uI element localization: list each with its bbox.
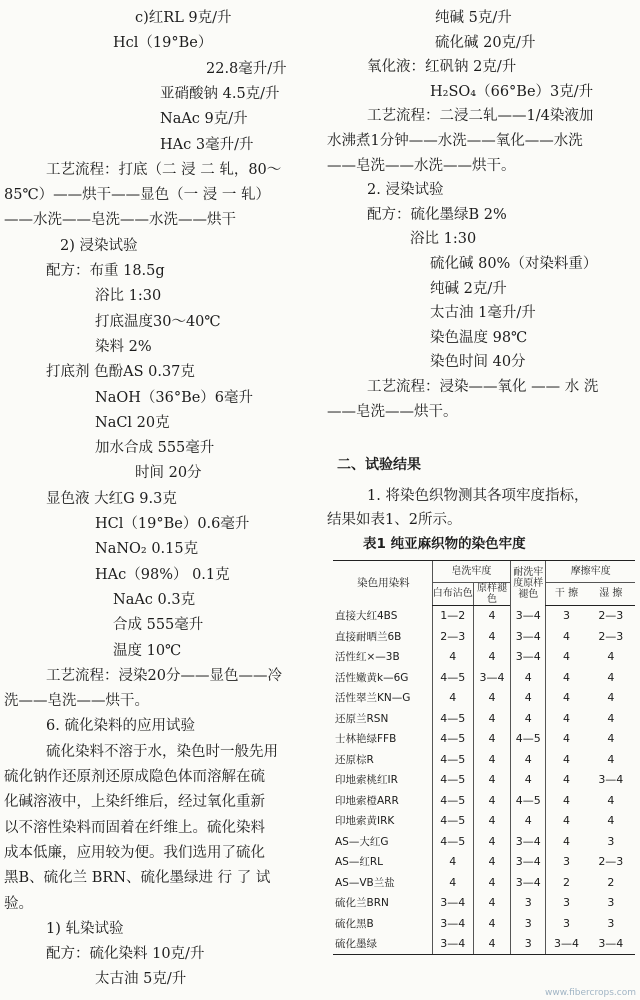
table-cell-value: 3—4 — [432, 934, 473, 955]
right-text-line: 工艺流程：浸染——氧化 —— 水 洗 — [367, 379, 599, 395]
left-text-line: NaAc 0.3克 — [113, 591, 196, 608]
table-cell-value: 3—4 — [511, 852, 546, 873]
left-text-line: 亚硝酸钠 4.5克/升 — [160, 85, 280, 102]
left-text-line: 配方：硫化染料 10克/升 — [46, 946, 205, 963]
table-cell-value: 3—4 — [473, 667, 510, 688]
table-cell-dye: 硫化黑B — [335, 917, 374, 930]
table-cell-value: 4 — [546, 708, 587, 729]
table-cell-value: 4 — [607, 752, 615, 766]
left-text-line: 浴比 1:30 — [95, 288, 162, 305]
table-cell-value: 4 — [607, 793, 615, 807]
table-cell-value: 4 — [607, 650, 615, 664]
table-cell-value: 4 — [473, 626, 510, 647]
table-row — [333, 667, 635, 688]
table-cell-value: 4 — [473, 708, 510, 729]
right-text-line: 浴比 1:30 — [410, 231, 477, 248]
table-cell-value: 4 — [432, 872, 473, 893]
table-cell-value: 1—2 — [432, 605, 473, 626]
site-watermark: www.fibercrops.com — [545, 988, 636, 998]
table-cell-dye: 硫化墨绿 — [333, 934, 432, 955]
right-text-line: 染色温度 98℃ — [430, 329, 528, 346]
left-text-line: 打底温度30～40℃ — [95, 313, 221, 330]
left-text-line: HAc 3毫升/升 — [160, 136, 254, 153]
table-header-soap-stain: 白布沾色 — [432, 582, 473, 605]
table-cell-value: 4 — [546, 749, 587, 770]
table-header-rub: 摩擦牢度 — [546, 561, 635, 583]
table-row — [333, 913, 635, 934]
left-text-line: 85℃）——烘干——显色（一 浸 一 轧） — [4, 187, 270, 204]
table-cell-value: 3 — [546, 852, 587, 873]
left-text-line: NaAc 9克/升 — [160, 111, 248, 128]
table-cell-value: 3—4 — [598, 773, 624, 787]
table-cell-value: 4 — [511, 688, 546, 709]
table-row — [333, 852, 635, 873]
fastness-table — [333, 560, 635, 955]
table-cell-value: 3—4 — [546, 934, 587, 955]
left-text-line: 显色液 大红G 9.3克 — [46, 490, 177, 507]
left-text-line: ——水洗——皂洗——水洗——烘干 — [4, 212, 236, 229]
table-cell-value: 3—4 — [511, 605, 546, 626]
table-cell-value: 4 — [546, 626, 587, 647]
table-cell-value: 2 — [607, 875, 615, 889]
table-cell-value: 4—5 — [432, 811, 473, 832]
table-cell-value: 4—5 — [432, 770, 473, 791]
left-text-line: NaNO₂ 0.15克 — [95, 541, 199, 558]
table-cell-value: 3 — [607, 896, 615, 910]
left-text-line: Hcl（19°Be） — [113, 35, 213, 52]
table-cell-dye: AS—大红G — [335, 835, 389, 848]
table-cell-value: 4—5 — [432, 831, 473, 852]
table-cell-dye: 还原棕R — [335, 753, 374, 766]
table-row — [333, 729, 635, 750]
table-row — [333, 790, 635, 811]
left-text-line: HAc（98%） 0.1克 — [95, 566, 230, 583]
table-cell-value: 4 — [607, 691, 615, 705]
table-row — [333, 893, 635, 914]
table-cell-value: 4 — [607, 670, 615, 684]
table-row — [333, 872, 635, 893]
left-text-line: 加水合成 555毫升 — [95, 440, 215, 457]
table-row — [333, 749, 635, 770]
table-cell-value: 3 — [511, 913, 546, 934]
table-cell-dye: 活性翠兰KN—G — [335, 692, 411, 705]
left-text-line: NaOH（36°Be）6毫升 — [95, 389, 254, 406]
table-row — [333, 811, 635, 832]
table-cell-dye: 士林艳绿FFB — [335, 733, 397, 746]
right-text-line: 氧化液：红矾钠 2克/升 — [367, 59, 517, 76]
table-cell-value: 3—4 — [432, 913, 473, 934]
table-cell-value: 4 — [473, 729, 510, 750]
table-cell-value: 4 — [473, 790, 510, 811]
table-row — [333, 770, 635, 791]
table-cell-value: 4—5 — [432, 749, 473, 770]
table-cell-value: 4 — [473, 811, 510, 832]
table-cell-value: 4 — [473, 749, 510, 770]
table-cell-value: 4 — [473, 934, 510, 955]
table-cell-value: 4 — [511, 708, 546, 729]
left-text-line: 合成 555毫升 — [113, 617, 204, 634]
right-text-line: 太古油 1毫升/升 — [430, 305, 536, 322]
right-text-line: ——皂洗——烘干。 — [327, 403, 458, 420]
table-cell-value: 4 — [511, 667, 546, 688]
table-row — [333, 626, 635, 647]
left-text-line: 22.8毫升/升 — [206, 60, 287, 77]
left-text-line: 黑B、硫化兰 BRN、硫化墨绿进 行 了 试 — [4, 870, 271, 887]
table-cell-value: 2—3 — [432, 626, 473, 647]
table-row — [333, 708, 635, 729]
table-cell-dye: AS—VB兰盐 — [335, 876, 395, 889]
right-text-line: 工艺流程：二浸二轧——1/4染液加 — [367, 108, 594, 125]
right-text-line: 纯碱 5克/升 — [435, 10, 512, 26]
table-row — [333, 605, 635, 626]
table-cell-value: 3 — [511, 893, 546, 914]
table-cell-value: 2—3 — [598, 629, 624, 643]
left-text-line: 1) 轧染试验 — [46, 920, 124, 937]
table-cell-value: 3 — [607, 834, 615, 848]
table-cell-value: 4 — [473, 913, 510, 934]
table-cell-dye: 印地索橙ARR — [335, 794, 399, 807]
results-intro-line-1: 1. 将染色织物测其各项牢度指标， — [367, 488, 589, 504]
table-cell-dye: 直接大红4BS — [335, 610, 398, 622]
table-header-rub-wet: 湿 擦 — [587, 582, 635, 605]
table-header-dye: 染色用染料 — [333, 561, 432, 606]
table-cell-value: 4—5 — [511, 729, 546, 750]
table-header-wash: 耐洗牢度原样褪色 — [511, 561, 546, 606]
table-cell-value: 4 — [473, 605, 510, 626]
table-cell-value: 3 — [511, 934, 546, 955]
table-row — [333, 688, 635, 709]
left-text-line: 2) 浸染试验 — [60, 237, 138, 254]
left-text-line: 验。 — [4, 895, 33, 912]
table-cell-dye: 活性嫩黄k—6G — [335, 671, 409, 684]
table-cell-value: 4—5 — [511, 790, 546, 811]
left-text-line: 染料 2% — [95, 338, 152, 355]
table-cell-dye: 活性红×—3B — [335, 651, 400, 664]
table-cell-value: 3—4 — [511, 872, 546, 893]
right-text-line: ——皂洗——水洗——烘干。 — [327, 157, 516, 174]
table-cell-value: 4 — [607, 732, 615, 746]
left-text-line: 成本低廉，应用较为便。我们选用了硫化 — [4, 844, 265, 861]
table-cell-value: 4 — [511, 770, 546, 791]
table-cell-value: 4 — [432, 852, 473, 873]
table-cell-value: 4—5 — [432, 790, 473, 811]
table-cell-dye: AS—红RL — [335, 856, 383, 869]
left-text-line: 以不溶性染料而固着在纤维上。硫化染料 — [4, 819, 265, 836]
table-cell-value: 3 — [546, 913, 587, 934]
left-text-line: 洗——皂洗——烘干。 — [4, 693, 149, 710]
table-cell-dye: 还原兰RSN — [335, 712, 389, 725]
left-text-line: 温度 10℃ — [113, 642, 182, 659]
left-text-line: 太古油 5克/升 — [95, 971, 187, 988]
left-column — [0, 0, 318, 1000]
table-cell-value: 4 — [432, 647, 473, 668]
table-cell-value: 3—4 — [511, 647, 546, 668]
table-cell-value: 3—4 — [511, 831, 546, 852]
table-cell-value: 2 — [546, 872, 587, 893]
table-row — [333, 934, 635, 955]
left-text-line: 工艺流程：浸染20分——显色——冷 — [46, 667, 282, 684]
table-cell-value: 4—5 — [432, 729, 473, 750]
left-text-line: 化碱溶液中，上染纤维后，经过氧化重新 — [4, 794, 265, 811]
right-text-line: H₂SO₄（66°Be）3克/升 — [430, 83, 594, 100]
right-text-line: 染色时间 40分 — [430, 354, 526, 371]
table-cell-value: 3—4 — [432, 893, 473, 914]
table-cell-dye: 印地索黄IRK — [335, 815, 395, 828]
table-cell-value: 2—3 — [598, 609, 624, 623]
right-column — [325, 0, 640, 1000]
table-cell-value: 4 — [511, 811, 546, 832]
table-cell-value: 3—4 — [587, 934, 635, 955]
right-text-line: 硫化碱 80%（对染料重） — [430, 256, 598, 272]
table-cell-value: 4 — [546, 811, 587, 832]
table-row — [333, 647, 635, 668]
table-header-soap-fade: 原样褪色 — [473, 582, 510, 605]
table-row — [333, 831, 635, 852]
table-caption: 表1 纯亚麻织物的染色牢度 — [363, 536, 526, 552]
table-cell-value: 3 — [607, 916, 615, 930]
table-cell-dye: 直接耐晒兰6B — [335, 630, 402, 643]
left-text-line: 时间 20分 — [135, 465, 202, 482]
left-text-line: c)红RL 9克/升 — [135, 10, 232, 26]
table-cell-value: 4 — [607, 814, 615, 828]
table-cell-value: 2—3 — [598, 855, 624, 869]
table-cell-value: 4 — [473, 647, 510, 668]
table-cell-value: 4 — [546, 770, 587, 791]
table-cell-value: 4 — [546, 667, 587, 688]
table-cell-value: 4 — [473, 688, 510, 709]
table-cell-value: 4 — [473, 872, 510, 893]
table-cell-value: 4 — [607, 711, 615, 725]
left-text-line: NaCl 20克 — [95, 414, 170, 431]
results-intro-line-2: 结果如表1、2所示。 — [327, 512, 462, 528]
left-text-line: 硫化染料不溶于水，染色时一般先用 — [46, 743, 278, 760]
right-text-line: 配方：硫化墨绿B 2% — [367, 206, 507, 223]
left-text-line: 6. 硫化染料的应用试验 — [46, 718, 195, 735]
table-cell-value: 4 — [473, 893, 510, 914]
table-cell-value: 3—4 — [511, 626, 546, 647]
table-cell-value: 4 — [473, 831, 510, 852]
left-text-line: 打底剂 色酚AS 0.37克 — [46, 364, 195, 381]
right-text-line: 硫化碱 20克/升 — [435, 34, 536, 51]
right-text-line: 2. 浸染试验 — [367, 182, 444, 199]
left-text-line: 硫化钠作还原剂还原成隐色体而溶解在硫 — [4, 769, 265, 785]
left-text-line: 工艺流程：打底（二 浸 二 轧，80～ — [46, 161, 282, 178]
table-cell-value: 4 — [546, 729, 587, 750]
table-header-soap: 皂洗牢度 — [432, 561, 511, 583]
right-text-line: 水沸煮1分钟——水洗——氧化——水洗 — [327, 133, 583, 149]
right-text-line: 纯碱 2克/升 — [430, 280, 507, 297]
table-cell-value: 4 — [511, 749, 546, 770]
table-cell-value: 4 — [546, 790, 587, 811]
left-text-line: 配方：布重 18.5g — [46, 263, 165, 279]
table-cell-value: 3 — [546, 893, 587, 914]
table-cell-value: 4 — [546, 688, 587, 709]
section-heading: 二、试验结果 — [337, 457, 421, 473]
table-cell-value: 4 — [473, 770, 510, 791]
table-cell-value: 3 — [546, 605, 587, 626]
table-cell-value: 4 — [546, 831, 587, 852]
table-cell-value: 4 — [432, 688, 473, 709]
table-cell-dye: 印地索桃红IR — [335, 774, 398, 787]
table-cell-dye: 硫化兰BRN — [335, 897, 389, 910]
left-text-line: HCl（19°Be）0.6毫升 — [95, 516, 250, 532]
table-cell-value: 4 — [473, 852, 510, 873]
table-cell-value: 4—5 — [432, 667, 473, 688]
table-header-rub-dry: 干 擦 — [546, 582, 587, 605]
table-cell-value: 4—5 — [432, 708, 473, 729]
table-cell-value: 4 — [546, 647, 587, 668]
